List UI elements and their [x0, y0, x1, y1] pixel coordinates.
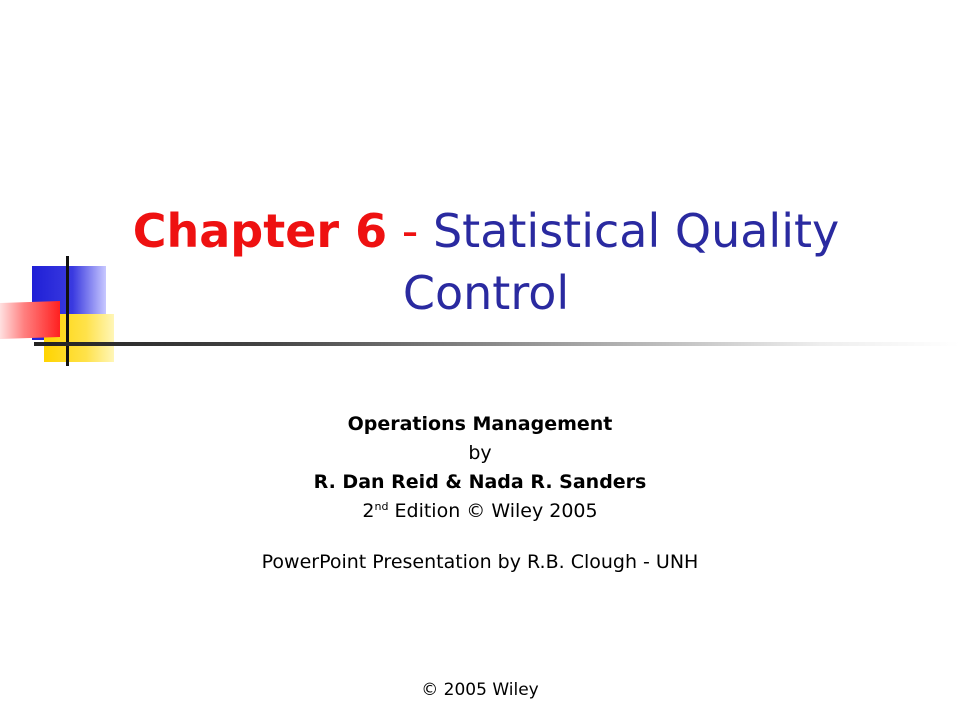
book-title: Operations Management	[347, 413, 613, 435]
title-underline-rule	[34, 342, 960, 346]
chapter-label: Chapter 6	[132, 204, 388, 258]
footer-copyright: © 2005 Wiley	[421, 680, 539, 700]
edition-ordinal: nd	[374, 500, 389, 513]
spacer	[180, 526, 780, 548]
title-dash: -	[387, 204, 433, 258]
chapter-topic: Statistical Quality Control	[402, 204, 840, 320]
presentation-credit: PowerPoint Presentation by R.B. Clough - UNH	[261, 551, 699, 573]
slide-title	[96, 200, 876, 324]
subtitle-block	[180, 410, 780, 577]
decorative-red-bar	[0, 301, 60, 339]
decorative-vertical-line	[66, 256, 69, 366]
edition-text: Edition © Wiley 2005	[388, 500, 598, 522]
by-label: by	[468, 442, 492, 464]
edition-number: 2	[362, 500, 375, 522]
edition-line	[180, 497, 780, 526]
authors: R. Dan Reid & Nada R. Sanders	[313, 471, 647, 493]
